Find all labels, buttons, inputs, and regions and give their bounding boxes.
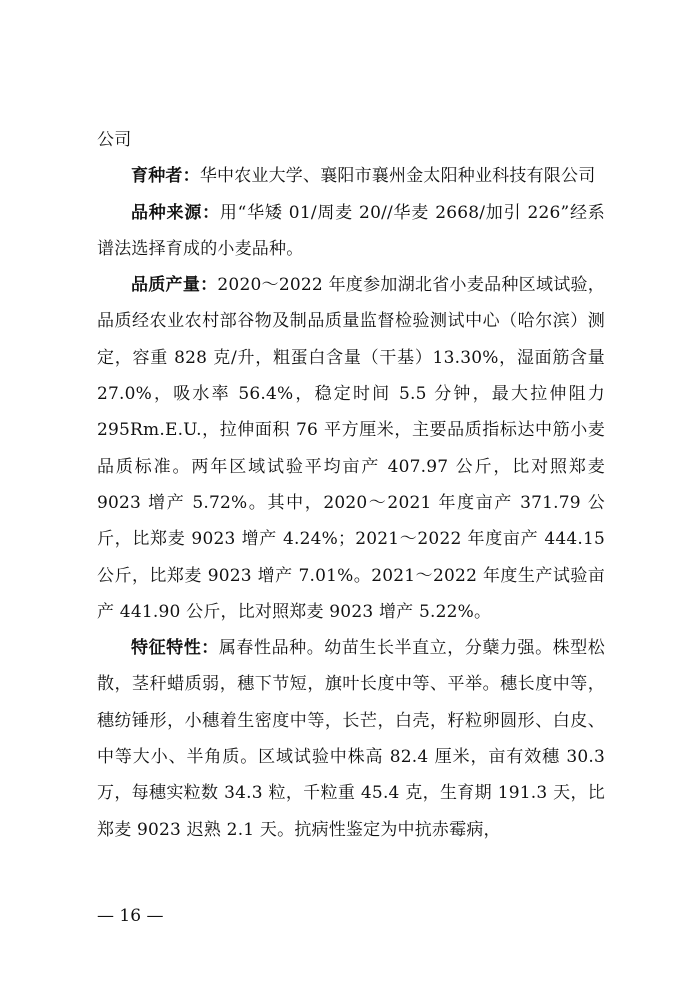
origin-paragraph	[97, 195, 605, 268]
origin-label: 品种来源：	[131, 202, 220, 223]
breeder-paragraph	[97, 158, 605, 194]
quality-yield-text: 2020～2022 年度参加湖北省小麦品种区域试验，品质经农业农村部谷物及制品质量监督检验测试中心（哈尔滨）测定，容重 828 克/升，粗蛋白含量（干基）13.30%，湿面筋含量 27.0%，吸水率 56.4%，稳定时间 5.5 分钟，最大拉伸阻力 295Rm.E.U.，拉伸面积 76 平方厘米，主要品质指标达中筋小麦品质标准。两年区域试验平均亩产 407.97 公斤，比对照郑麦 9023 增产 5.72%。其中，2020～2021 年度亩产 371.79 公斤，比郑麦 9023 增产 4.24%；2021～2022 年度亩产 444.15 公斤，比郑麦 9023 增产 7.01%。2021～2022 年度生产试验亩产 441.90 公斤，比对照郑麦 9023 增产 5.22%。	[97, 275, 605, 622]
breeder-label: 育种者：	[131, 166, 200, 187]
characteristics-text: 属春性品种。幼苗生长半直立，分蘖力强。株型松散，茎秆蜡质弱，穗下节短，旗叶长度中等、平举。穗长度中等，穗纺锤形，小穗着生密度中等，长芒，白壳，籽粒卵圆形、白皮、中等大小、半角质。区域试验中株高 82.4 厘米，亩有效穗 30.3 万，每穗实粒数 34.3 粒，千粒重 45.4 克，生育期 191.3 天，比郑麦 9023 迟熟 2.1 天。抗病性鉴定为中抗赤霉病，	[97, 638, 606, 840]
page-number: — 16 —	[97, 906, 164, 926]
document-body	[97, 122, 605, 848]
continuation-line: 公司	[97, 130, 132, 150]
quality-yield-paragraph	[97, 267, 605, 630]
breeder-text: 华中农业大学、襄阳市襄州金太阳种业科技有限公司	[199, 166, 596, 187]
characteristics-label: 特征特性：	[131, 638, 219, 659]
origin-text: 用“华矮 01/周麦 20//华麦 2668/加引 226”经系谱法选择育成的小麦品种。	[97, 202, 605, 259]
quality-yield-label: 品质产量：	[131, 275, 218, 296]
characteristics-paragraph	[97, 630, 605, 848]
